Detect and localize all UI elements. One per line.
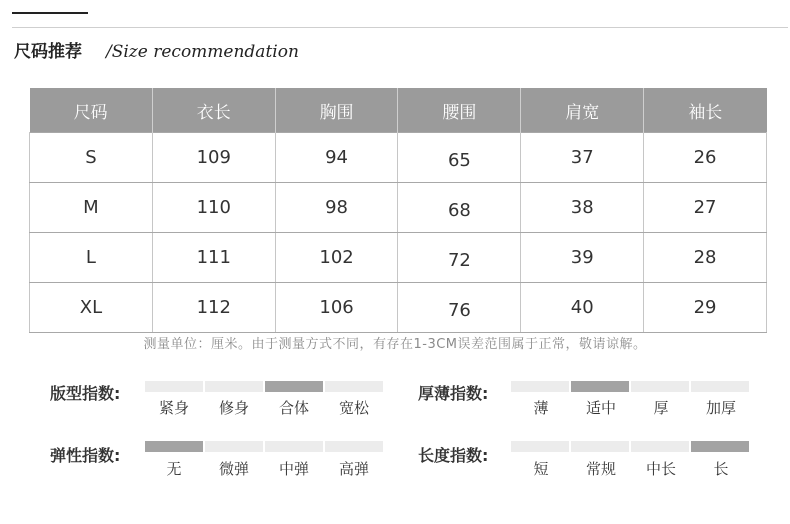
length-option: 中长 [645, 460, 676, 478]
length-index-options [511, 458, 751, 479]
table-cell: M [30, 183, 153, 233]
header-sleeve: 袖长 [644, 88, 767, 133]
thickness-segment [631, 381, 689, 392]
table-row [30, 283, 767, 333]
table-cell: 39 [521, 233, 644, 283]
thickness-index-options [511, 397, 751, 418]
table-cell: 98 [275, 183, 398, 233]
elasticity-segment [145, 441, 203, 452]
elasticity-option: 中弹 [278, 460, 309, 478]
fit-segment [265, 381, 323, 392]
table-row [30, 133, 767, 183]
length-segment [691, 441, 749, 452]
heading-english: /Size recommendation [106, 42, 299, 62]
fit-option: 修身 [218, 399, 249, 417]
header-shoulder: 肩宽 [521, 88, 644, 133]
table-cell: 94 [275, 133, 398, 183]
table-cell: 27 [644, 183, 767, 233]
fit-segment [145, 381, 203, 392]
length-index-bar [511, 441, 749, 452]
table-row [30, 183, 767, 233]
header-waist: 腰围 [398, 88, 521, 133]
table-cell: L [30, 233, 153, 283]
table-cell: 112 [152, 283, 275, 333]
header-bust: 胸围 [275, 88, 398, 133]
thickness-segment [691, 381, 749, 392]
table-cell: 28 [644, 233, 767, 283]
thickness-segment [511, 381, 569, 392]
thickness-option: 厚 [653, 399, 669, 417]
table-cell: 65 [398, 133, 521, 183]
length-segment [511, 441, 569, 452]
thickness-option: 加厚 [705, 399, 736, 417]
table-header-row [30, 88, 767, 133]
section-divider [12, 27, 788, 28]
table-cell: 26 [644, 133, 767, 183]
size-table [29, 88, 767, 333]
table-cell: XL [30, 283, 153, 333]
length-segment [571, 441, 629, 452]
heading-chinese: 尺码推荐 [14, 42, 82, 62]
elasticity-option: 无 [166, 460, 182, 478]
thickness-option: 薄 [533, 399, 549, 417]
thickness-index-bar [511, 381, 749, 392]
table-cell: 106 [275, 283, 398, 333]
elasticity-segment [325, 441, 383, 452]
table-cell: 37 [521, 133, 644, 183]
fit-option: 紧身 [158, 399, 189, 417]
elasticity-segment [205, 441, 263, 452]
table-cell: S [30, 133, 153, 183]
elasticity-index-bar [145, 441, 383, 452]
fit-index-label: 版型指数: [50, 384, 121, 403]
table-cell: 68 [398, 183, 521, 233]
fit-index-options [144, 397, 384, 418]
length-option: 常规 [585, 460, 616, 478]
table-cell: 109 [152, 133, 275, 183]
section-heading [14, 37, 299, 61]
length-option: 短 [533, 460, 549, 478]
table-cell: 29 [644, 283, 767, 333]
table-cell: 111 [152, 233, 275, 283]
table-cell: 38 [521, 183, 644, 233]
length-option: 长 [713, 460, 729, 478]
fit-option: 宽松 [338, 399, 369, 417]
top-accent-rule [12, 12, 88, 14]
header-length: 衣长 [152, 88, 275, 133]
fit-index-bar [145, 381, 383, 392]
fit-segment [325, 381, 383, 392]
elasticity-option: 高弹 [338, 460, 369, 478]
table-cell: 40 [521, 283, 644, 333]
elasticity-segment [265, 441, 323, 452]
elasticity-option: 微弹 [218, 460, 249, 478]
table-cell: 72 [398, 233, 521, 283]
length-segment [631, 441, 689, 452]
header-size: 尺码 [30, 88, 153, 133]
table-cell: 110 [152, 183, 275, 233]
fit-segment [205, 381, 263, 392]
thickness-index-label: 厚薄指数: [418, 384, 489, 403]
table-cell: 102 [275, 233, 398, 283]
table-cell: 76 [398, 283, 521, 333]
measurement-note: 测量单位：厘米。由于测量方式不同，有存在1-3CM误差范围属于正常，敬请谅解。 [143, 337, 647, 352]
elasticity-index-options [144, 458, 384, 479]
table-row [30, 233, 767, 283]
length-index-label: 长度指数: [418, 446, 489, 465]
thickness-segment [571, 381, 629, 392]
fit-option: 合体 [278, 399, 309, 417]
elasticity-index-label: 弹性指数: [50, 446, 121, 465]
thickness-option: 适中 [585, 399, 616, 417]
